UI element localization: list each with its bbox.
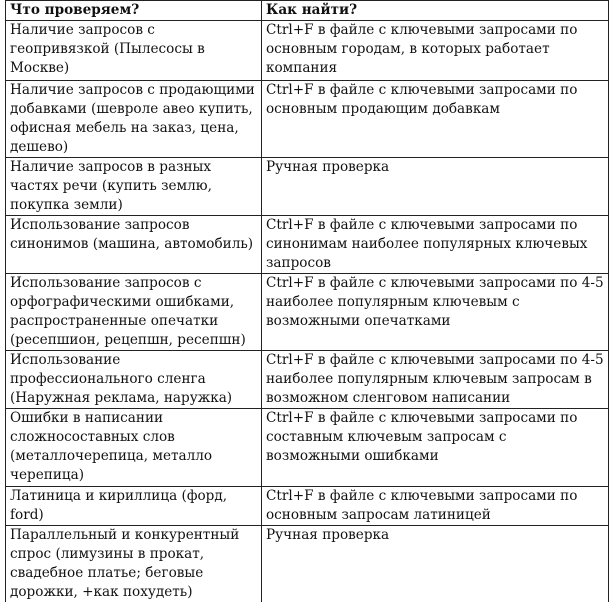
table-row — [6, 526, 609, 602]
table-row — [6, 81, 609, 158]
check-cell: Использование запросов синонимов (машина, автомобиль) — [6, 216, 262, 274]
check-cell: Ошибки в написании сложносоставных слов (металлочерепица, металло черепица) — [6, 409, 262, 487]
check-cell: Использование запросов с орфографическими ошибками, распространенные опечатки (ресепшион, рецепшн, ресепшн) — [6, 274, 262, 351]
check-cell: Наличие запросов в разных частях речи (купить землю, покупка земли) — [6, 158, 262, 216]
check-cell: Использование профессионального сленга (Наружная реклама, наружка) — [6, 351, 262, 409]
table-row — [6, 351, 609, 409]
table-row — [6, 409, 609, 487]
checklist-table — [5, 0, 609, 602]
check-cell: Параллельный и конкурентный спрос (лимузины в прокат, свадебное платье; беговые дорожки, +как похудеть) — [6, 526, 262, 602]
column-header-how: Как найти? — [262, 1, 609, 21]
check-cell: Латиница и кириллица (форд, ford) — [6, 487, 262, 526]
table-row — [6, 21, 609, 81]
check-cell: Наличие запросов с геопривязкой (Пылесосы в Москве) — [6, 21, 262, 81]
how-cell: Ручная проверка — [262, 158, 609, 216]
how-cell: Ctrl+F в файле с ключевыми запросами по синонимам наиболее популярных ключевых запросов — [262, 216, 609, 274]
how-cell: Ctrl+F в файле с ключевыми запросами по основным продающим добавкам — [262, 81, 609, 158]
header-row — [6, 1, 609, 21]
how-cell: Ctrl+F в файле с ключевыми запросами по основным городам, в которых работает компания — [262, 21, 609, 81]
how-cell: Ctrl+F в файле с ключевыми запросами по 4-5 наиболее популярным ключевым запросам в возможном сленговом написании — [262, 351, 609, 409]
table-row — [6, 158, 609, 216]
column-header-check: Что проверяем? — [6, 1, 262, 21]
table-row — [6, 216, 609, 274]
table-row — [6, 487, 609, 526]
how-cell: Ctrl+F в файле с ключевыми запросами по 4-5 наиболее популярным ключевым с возможными опечатками — [262, 274, 609, 351]
how-cell: Ctrl+F в файле с ключевыми запросами по основным запросам латиницей — [262, 487, 609, 526]
how-cell: Ctrl+F в файле с ключевыми запросами по составным ключевым запросам с возможными ошибками — [262, 409, 609, 487]
table-row — [6, 274, 609, 351]
check-cell: Наличие запросов с продающими добавками (шевроле авео купить, офисная мебель на заказ, цена, дешево) — [6, 81, 262, 158]
how-cell: Ручная проверка — [262, 526, 609, 602]
